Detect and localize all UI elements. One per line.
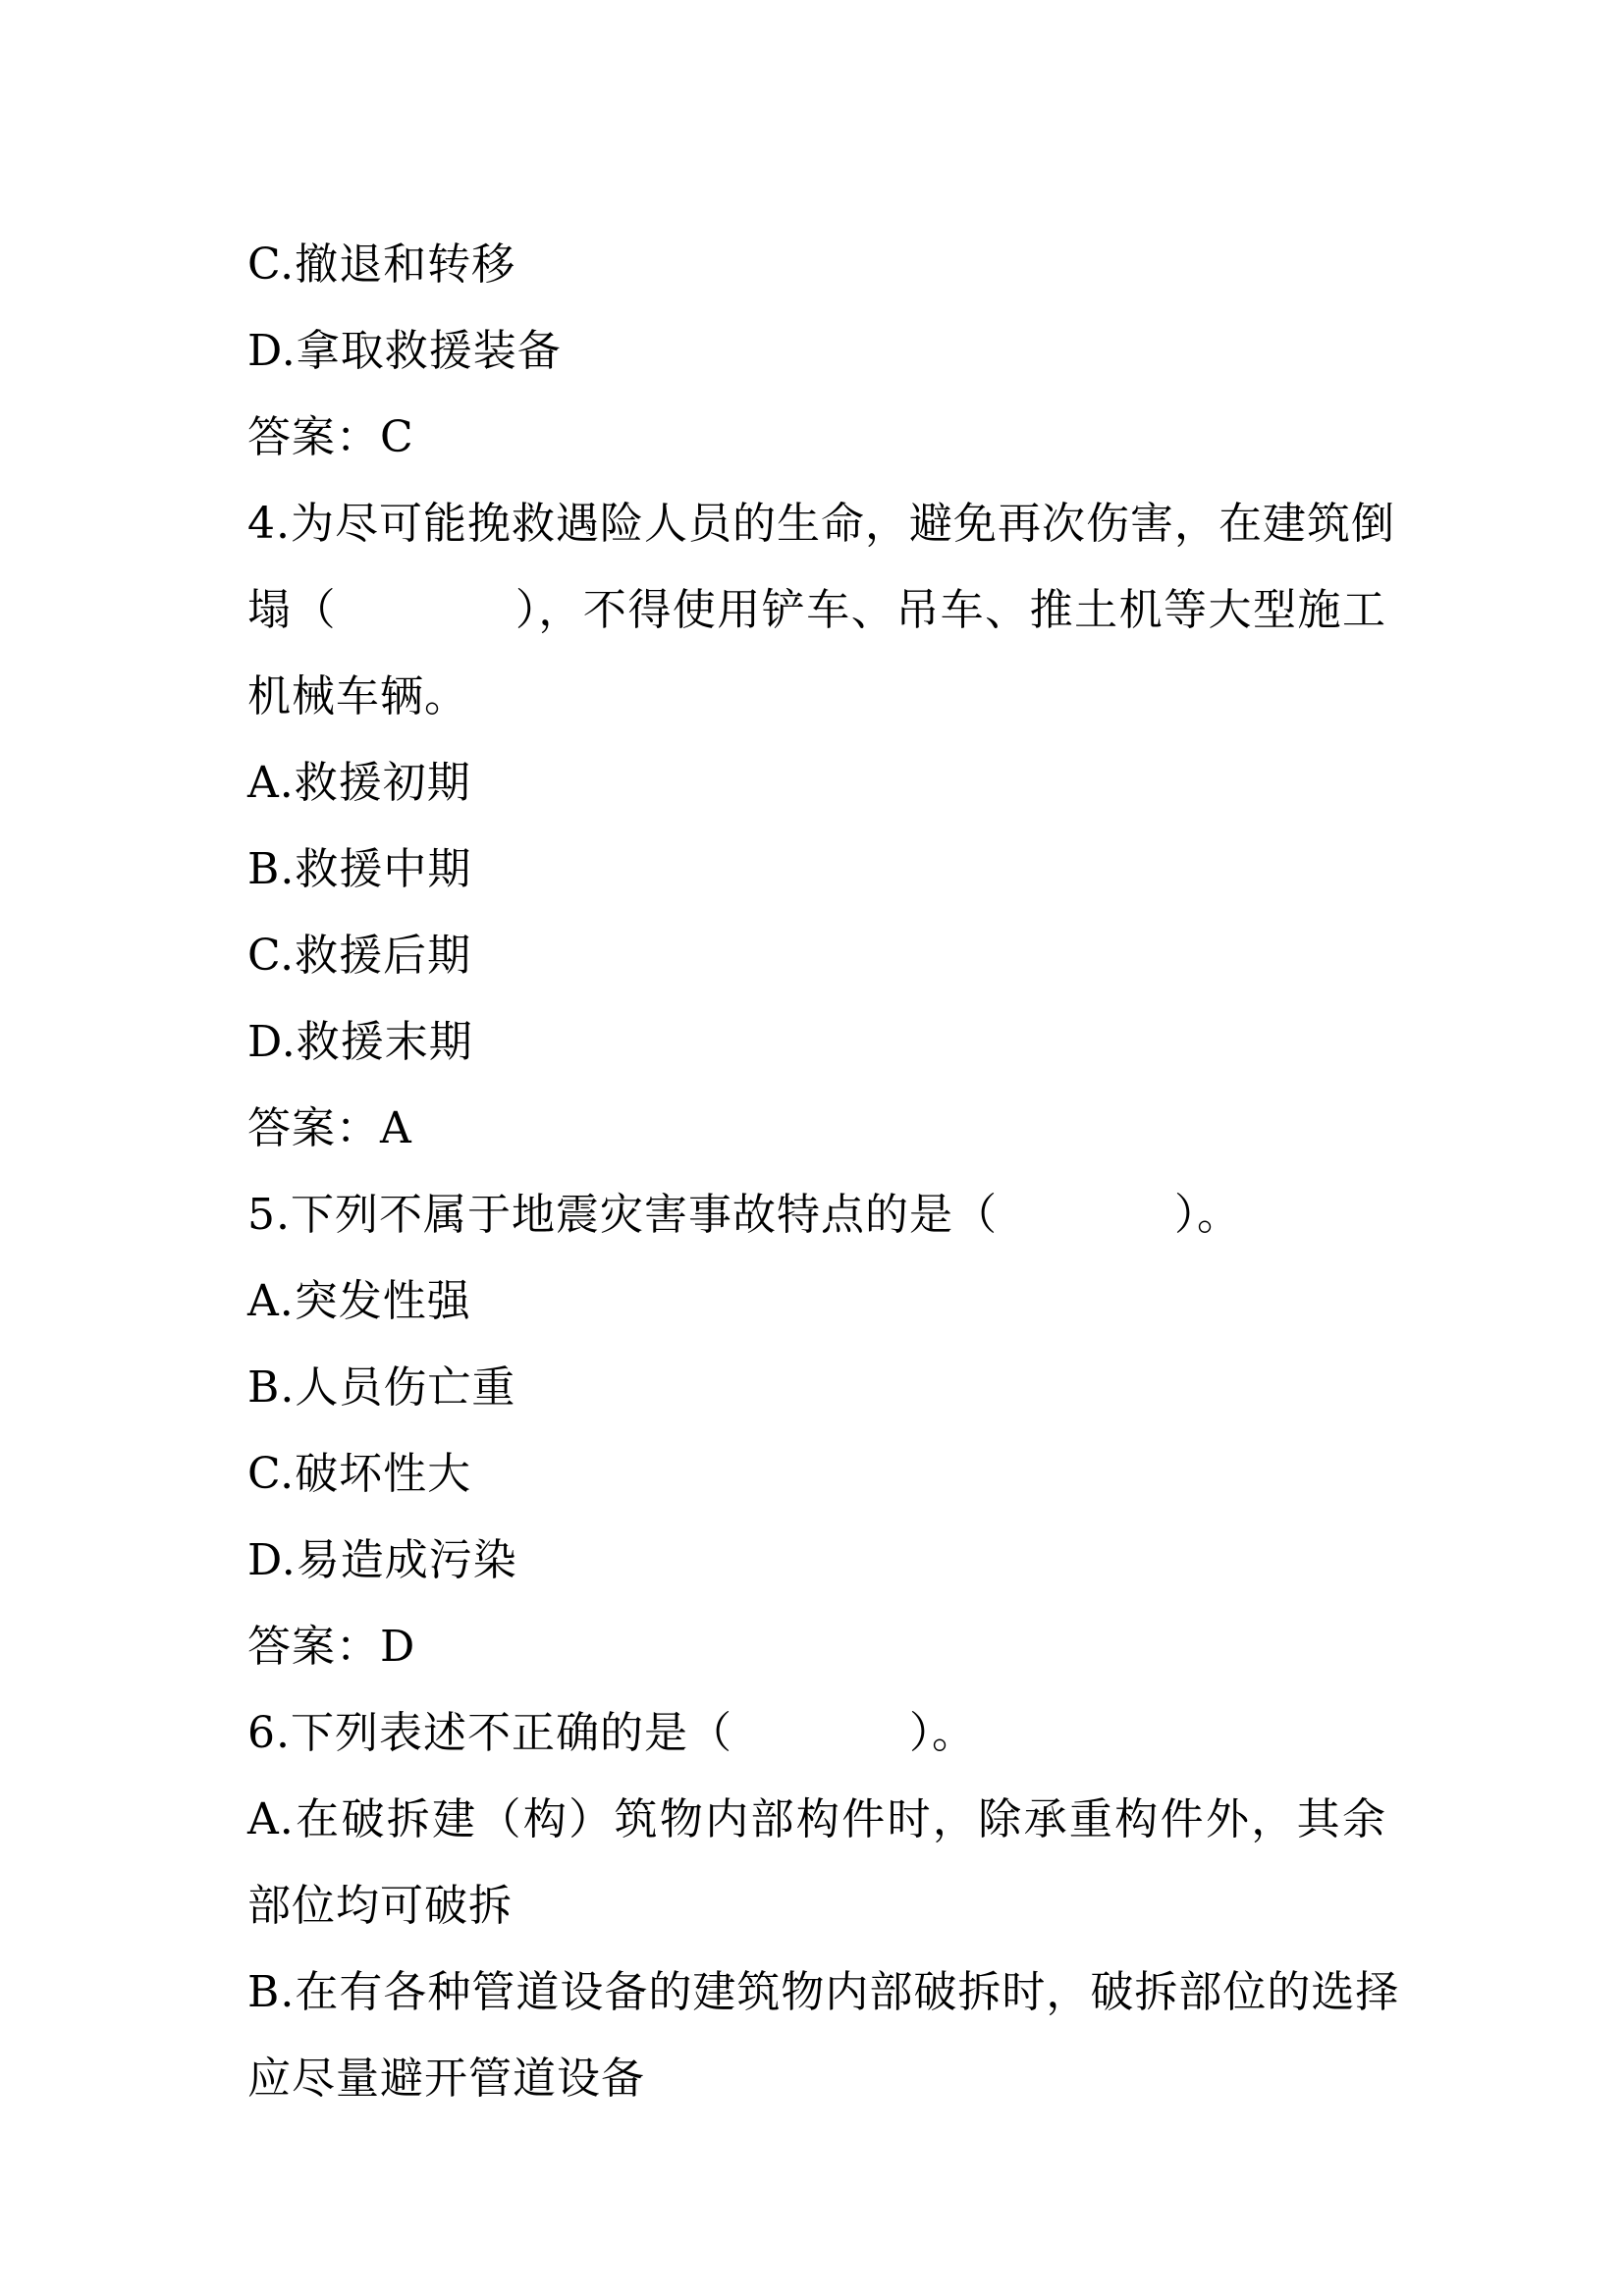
answer-text: 答案：D <box>247 1622 416 1672</box>
option-c-text: C.撤退和转移 <box>247 240 516 290</box>
option-c-text: C.救援后期 <box>247 931 472 981</box>
option-b-line-2: 应尽量避开管道设备 <box>247 2054 645 2104</box>
option-a-text: A.救援初期 <box>247 758 471 808</box>
option-b-text: B.人员伤亡重 <box>247 1362 516 1413</box>
option-a-line-1: A.在破拆建（构）筑物内部构件时，除承重构件外，其余 <box>247 1794 1386 1844</box>
question-6-text: 6.下列表述不正确的是（ ）。 <box>247 1708 976 1758</box>
option-d-text: D.救援末期 <box>247 1017 473 1067</box>
option-a-text: A.突发性强 <box>247 1276 471 1326</box>
option-c-text: C.破坏性大 <box>247 1449 472 1499</box>
question-4-line-3: 机械车辆。 <box>247 671 468 721</box>
question-5-text: 5.下列不属于地震灾害事故特点的是（ ）。 <box>247 1190 1241 1240</box>
document-page <box>247 222 1400 2122</box>
option-d-text: D.易造成污染 <box>247 1535 517 1585</box>
option-b-line-1: B.在有各种管道设备的建筑物内部破拆时，破拆部位的选择 <box>247 1967 1400 2017</box>
question-4-line-2: 塌（ ），不得使用铲车、吊车、推土机等大型施工 <box>247 585 1386 635</box>
answer-text: 答案：A <box>247 1103 412 1153</box>
answer-text: 答案：C <box>247 412 414 462</box>
option-d-text: D.拿取救援装备 <box>247 326 562 376</box>
option-a-line-2: 部位均可破拆 <box>247 1881 513 1931</box>
option-b-text: B.救援中期 <box>247 844 472 894</box>
question-4-line-1: 4.为尽可能挽救遇险人员的生命，避免再次伤害，在建筑倒 <box>247 499 1395 549</box>
